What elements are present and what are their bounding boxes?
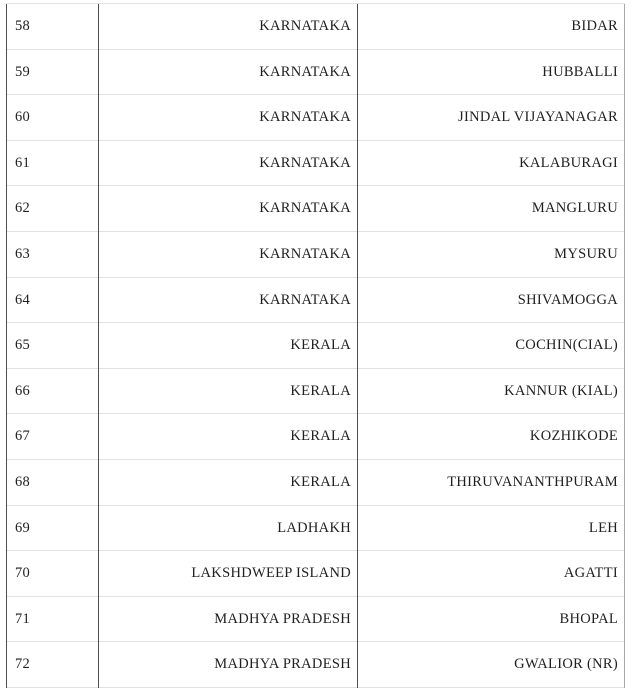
cell-city: KALABURAGI	[519, 154, 618, 171]
cell-state: KARNATAKA	[259, 18, 351, 35]
cell-state: KERALA	[290, 382, 351, 399]
cell-city: KANNUR (KIAL)	[504, 382, 618, 399]
airport-table	[6, 3, 625, 688]
cell-serial: 68	[15, 473, 31, 490]
cell-state: KARNATAKA	[259, 291, 351, 308]
cell-city: COCHIN(CIAL)	[515, 337, 618, 354]
cell-city: LEH	[588, 519, 618, 536]
cell-city: SHIVAMOGGA	[517, 291, 618, 308]
cell-city: GWALIOR (NR)	[514, 656, 618, 673]
column-divider-1	[98, 4, 99, 688]
cell-serial: 66	[15, 382, 31, 399]
cell-state: KERALA	[290, 473, 351, 490]
cell-state: KERALA	[290, 428, 351, 445]
cell-state: MADHYA PRADESH	[214, 656, 351, 673]
cell-state: KARNATAKA	[259, 246, 351, 263]
cell-serial: 69	[15, 519, 31, 536]
cell-serial: 61	[15, 154, 31, 171]
cell-state: KARNATAKA	[259, 200, 351, 217]
table-right-border	[624, 4, 625, 688]
cell-city: KOZHIKODE	[529, 428, 618, 445]
cell-city: THIRUVANANTHPURAM	[447, 473, 618, 490]
cell-serial: 62	[15, 200, 31, 217]
cell-serial: 70	[15, 565, 31, 582]
cell-state: KARNATAKA	[259, 63, 351, 80]
cell-serial: 59	[15, 63, 31, 80]
cell-state: KARNATAKA	[259, 154, 351, 171]
cell-city: MANGLURU	[531, 200, 618, 217]
cell-city: JINDAL VIJAYANAGAR	[458, 109, 618, 126]
cell-city: HUBBALLI	[542, 63, 618, 80]
cell-city: BIDAR	[571, 18, 618, 35]
cell-state: LADHAKH	[277, 519, 351, 536]
cell-city: MYSURU	[554, 246, 618, 263]
cell-serial: 64	[15, 291, 31, 308]
cell-serial: 67	[15, 428, 31, 445]
cell-serial: 71	[15, 610, 31, 627]
cell-state: MADHYA PRADESH	[214, 610, 351, 627]
cell-city: BHOPAL	[559, 610, 618, 627]
cell-state: LAKSHDWEEP ISLAND	[191, 565, 351, 582]
cell-serial: 60	[15, 109, 31, 126]
cell-serial: 65	[15, 337, 31, 354]
cell-serial: 58	[15, 18, 31, 35]
table-left-border	[6, 4, 7, 688]
cell-serial: 72	[15, 656, 31, 673]
cell-serial: 63	[15, 246, 31, 263]
cell-state: KERALA	[290, 337, 351, 354]
cell-city: AGATTI	[563, 565, 618, 582]
column-divider-2	[357, 4, 358, 688]
cell-state: KARNATAKA	[259, 109, 351, 126]
